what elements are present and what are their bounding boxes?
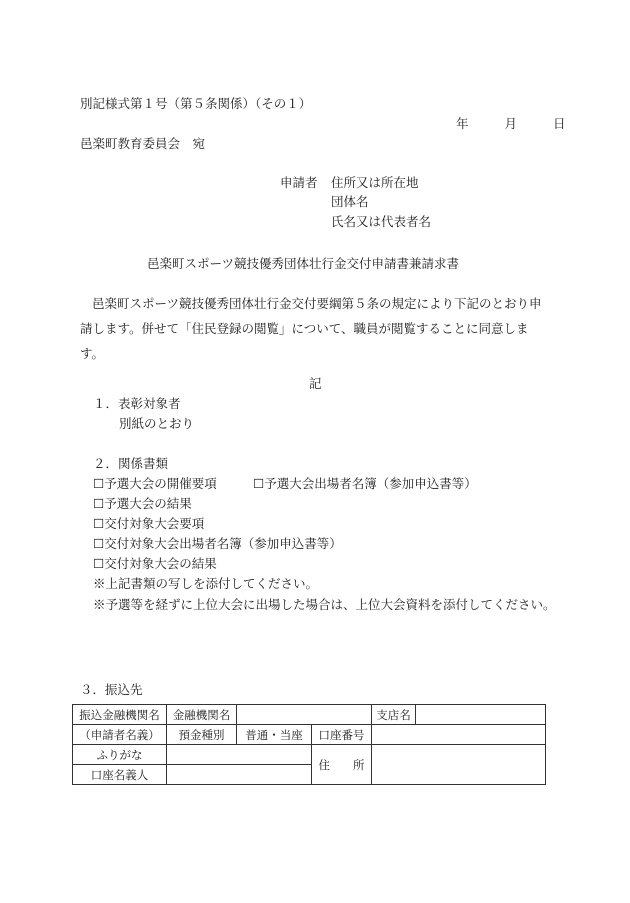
applicant-address-label: 住所又は所在地 bbox=[331, 175, 419, 190]
account-number-label: 口座番号 bbox=[312, 725, 372, 745]
section1-content: 別紙のとおり bbox=[119, 416, 195, 431]
bank-account-name-label: 振込金融機関名 bbox=[73, 705, 167, 725]
address-field[interactable] bbox=[372, 745, 546, 785]
account-number-field[interactable] bbox=[372, 725, 546, 745]
bank-name-label: 金融機関名 bbox=[167, 705, 237, 725]
furigana-label: ふりがな bbox=[73, 745, 167, 765]
doc-checkbox-item[interactable]: ☐交付対象大会要項 bbox=[93, 516, 205, 531]
section2-heading: ２．関係書類 bbox=[93, 456, 169, 471]
form-header: 別記様式第１号（第５条関係）（その１） bbox=[80, 96, 312, 111]
date-month: 月 bbox=[504, 116, 518, 131]
date-year: 年 bbox=[456, 116, 469, 131]
account-holder-field[interactable] bbox=[167, 765, 312, 785]
doc-checkbox-item[interactable]: ☐交付対象大会の結果 bbox=[93, 556, 217, 571]
addressee: 邑楽町教育委員会 宛 bbox=[80, 136, 206, 151]
document-title: 邑楽町スポーツ競技優秀団体壮行金交付申請書兼請求書 bbox=[147, 256, 460, 271]
bank-name-field[interactable] bbox=[237, 705, 372, 725]
body-paragraph: 邑楽町スポーツ競技優秀団体壮行金交付要綱第５条の規定により下記のとおり申請します。併せて「住民登録の閲覧」について、職員が閲覧することに同意します。 bbox=[80, 296, 542, 361]
date-day: 日 bbox=[553, 116, 566, 131]
account-holder-label: 口座名義人 bbox=[73, 765, 167, 785]
applicant-name-note: （申請者名義） bbox=[73, 725, 167, 745]
attachment-note-upper: ※予選等を経ずに上位大会に出場した場合は、上位大会資料を添付してください。 bbox=[93, 597, 556, 612]
date-line bbox=[456, 118, 566, 131]
doc-checkbox-item[interactable]: ☐交付対象大会出場者名簿（参加申込書等） bbox=[93, 536, 342, 551]
applicant-name-label: 氏名又は代表者名 bbox=[331, 214, 432, 229]
deposit-type-options[interactable]: 普通・当座 bbox=[237, 725, 312, 745]
ki-heading: 記 bbox=[309, 376, 322, 391]
address-label: 住 所 bbox=[312, 745, 372, 785]
bank-transfer-table bbox=[72, 704, 546, 785]
deposit-type-label: 預金種別 bbox=[167, 725, 237, 745]
section1-heading: １．表彰対象者 bbox=[93, 396, 181, 411]
applicant-label: 申請者 bbox=[280, 175, 318, 190]
applicant-group-label: 団体名 bbox=[331, 194, 369, 209]
attachment-note: ※上記書類の写しを添付してください。 bbox=[93, 576, 319, 591]
branch-name-label: 支店名 bbox=[372, 705, 416, 725]
section3-heading: ３．振込先 bbox=[80, 682, 143, 697]
branch-name-field[interactable] bbox=[416, 705, 546, 725]
furigana-field[interactable] bbox=[167, 745, 312, 765]
doc-checkbox-item[interactable]: ☐予選大会の開催要項 bbox=[93, 476, 217, 491]
doc-checkbox-item[interactable]: ☐予選大会の結果 bbox=[93, 496, 192, 511]
doc-checkbox-item[interactable]: ☐予選大会出場者名簿（参加申込書等） bbox=[253, 476, 477, 491]
